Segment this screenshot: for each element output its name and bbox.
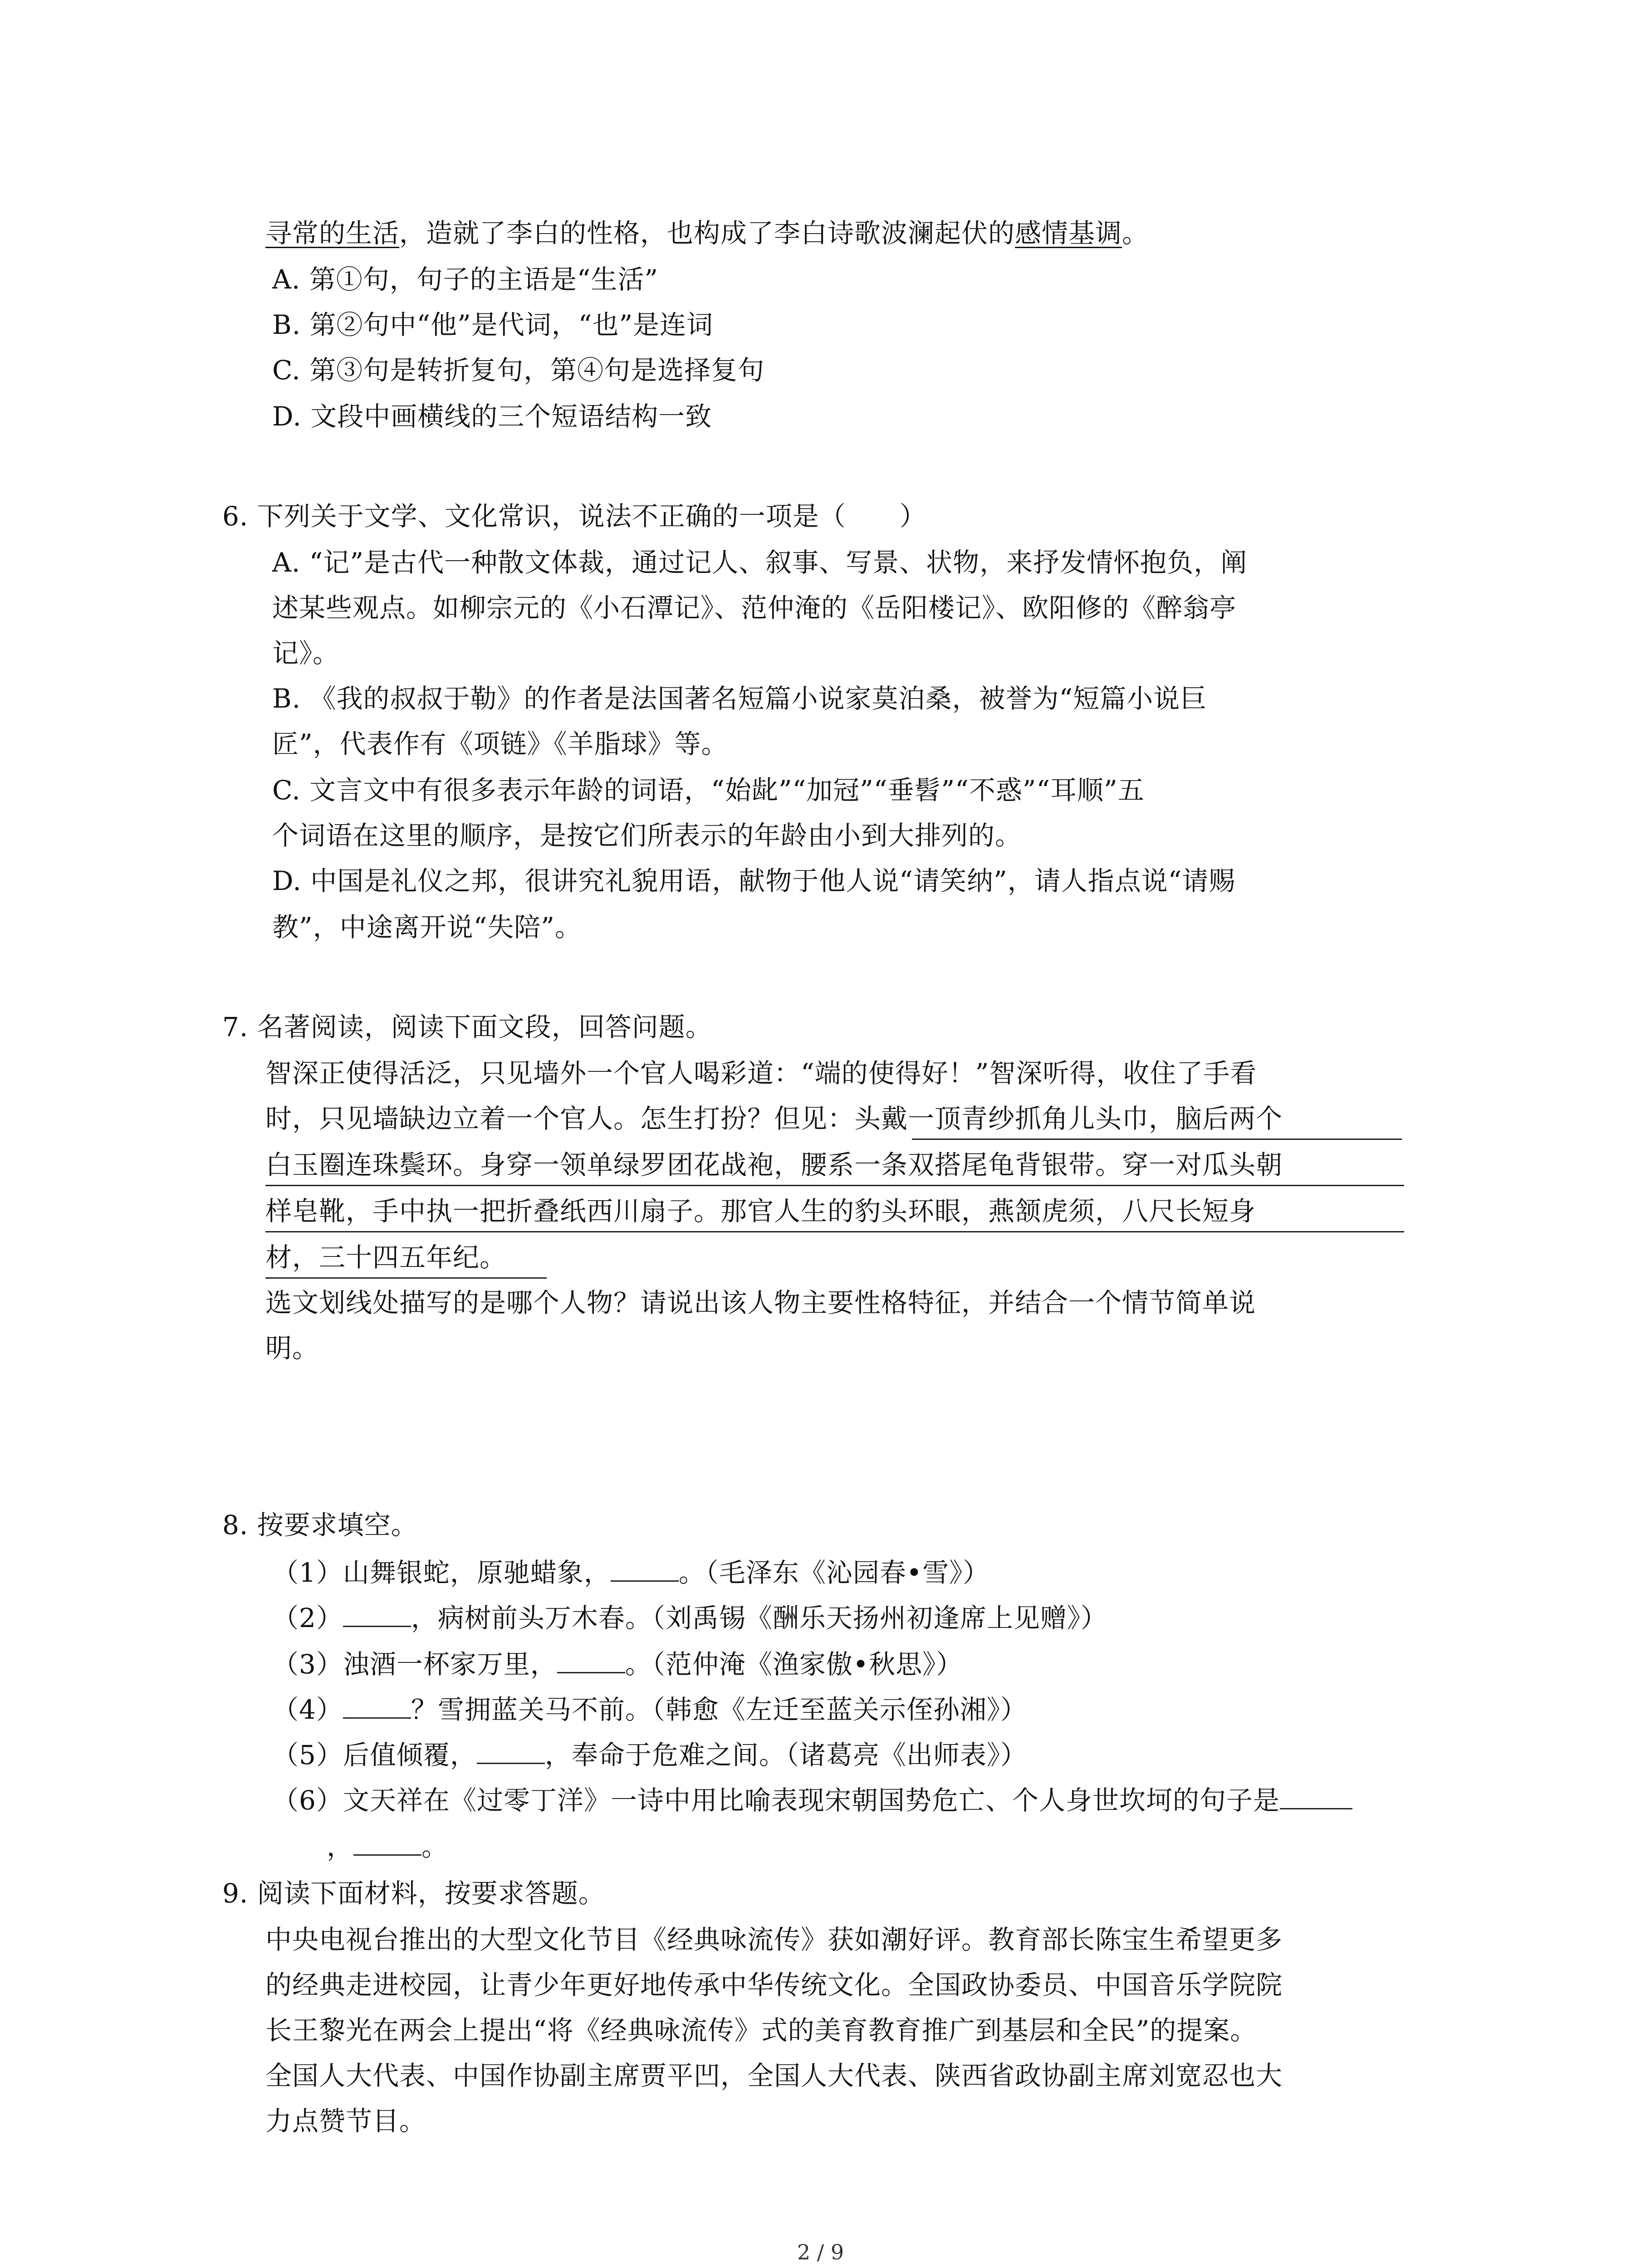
q7-marked-start: 头戴一顶青纱抓角儿头巾，脑后两个 (854, 1103, 1283, 1134)
q8-stem: 8. 按要求填空。 (222, 1510, 418, 1540)
q9-material-line3: 长王黎光在两会上提出“将《经典咏流传》式的美育教育推广到基层和全民”的提案。 (265, 2015, 1257, 2046)
q7-passage-line3: 白玉圈连珠鬓环。身穿一领单绿罗团花战袍，腰系一条双搭尾龟背银带。穿一对瓜头朝 (265, 1149, 1283, 1180)
q7-question-line1: 选文划线处描写的是哪个人物？请说出该人物主要性格特征，并结合一个情节简单说 (265, 1287, 1256, 1318)
answer-blank[interactable] (477, 1737, 545, 1764)
q8-item-5: （5）后值倾覆， ，奉命于危难之间。（诸葛亮《出师表》） (272, 1737, 1027, 1771)
q7-passage-line5: 材，三十四五年纪。 (265, 1242, 507, 1273)
q8-item-6: （6）文天祥在《过零丁洋》一诗中用比喻表现宋朝国势危亡、个人身世坎坷的句子是 (272, 1783, 1352, 1817)
q9-material-line2: 的经典走进校园，让青少年更好地传承中华传统文化。全国政协委员、中国音乐学院院 (265, 1970, 1283, 2000)
q7-underline-2 (265, 1185, 1404, 1186)
answer-blank[interactable] (1280, 1783, 1352, 1809)
q5-underlined-phrase-2: 感情基调 (1015, 218, 1122, 249)
q5-underlined-phrase-1: 寻常的生活 (265, 218, 400, 249)
q6-option-b-line2: 匠”，代表作有《项链》《羊脂球》等。 (272, 728, 728, 759)
q8-item-6-continued: ， 。 (327, 1829, 448, 1863)
answer-blank[interactable] (353, 1829, 421, 1856)
q6-option-d-line1: D. 中国是礼仪之邦，很讲究礼貌用语，献物于他人说“请笑纳”，请人指点说“请赐 (272, 865, 1236, 896)
q7-underline-1 (912, 1139, 1402, 1140)
answer-blank[interactable] (343, 1600, 411, 1627)
q6-option-c-line2: 个词语在这里的顺序，是按它们所表示的年龄由小到大排列的。 (272, 820, 1022, 851)
answer-blank[interactable] (611, 1555, 679, 1582)
q5-option-d: D. 文段中画横线的三个短语结构一致 (272, 401, 712, 432)
q8-item-3: （3）浊酒一杯家万里， 。（范仲淹《渔家傲•秋思》） (272, 1647, 963, 1681)
q6-option-a-line2: 述某些观点。如柳宗元的《小石潭记》、范仲淹的《岳阳楼记》、欧阳修的《醉翁亭 (272, 592, 1237, 623)
q9-material-line5: 力点赞节目。 (265, 2106, 426, 2136)
q7-passage-line1: 智深正使得活泛，只见墙外一个官人喝彩道：“端的使得好！”智深听得，收住了手看 (265, 1058, 1257, 1089)
q9-material-line4: 全国人大代表、中国作协副主席贾平凹，全国人大代表、陕西省政协副主席刘宽忍也大 (265, 2060, 1283, 2091)
q8-item-4: （4） ？雪拥蓝关马不前。（韩愈《左迁至蓝关示侄孙湘》） (272, 1692, 1027, 1726)
q5-option-a: A. 第①句，句子的主语是“生活” (272, 264, 659, 295)
q9-stem: 9. 阅读下面材料，按要求答题。 (222, 1878, 605, 1909)
q6-option-d-line2: 教”，中途离开说“失陪”。 (272, 912, 582, 943)
q7-passage-line4: 样皂靴，手中执一把折叠纸西川扇子。那官人生的豹头环眼，燕颔虎须，八尺长短身 (265, 1196, 1256, 1227)
q5-option-c: C. 第③句是转折复句，第④句是选择复句 (272, 355, 765, 386)
q6-option-a-line3: 记》。 (272, 638, 340, 669)
q8-item-2: （2） ，病树前头万木春。（刘禹锡《酬乐天扬州初逢席上见赠》） (272, 1600, 1107, 1634)
q7-passage-line2: 时，只见墙缺边立着一个官人。怎生打扮？但见：头戴一顶青纱抓角儿头巾，脑后两个 (265, 1103, 1283, 1134)
q6-stem: 6. 下列关于文学、文化常识，说法不正确的一项是（ ） (222, 501, 926, 532)
q9-material-line1: 中央电视台推出的大型文化节目《经典咏流传》获如潮好评。教育部长陈宝生希望更多 (265, 1924, 1283, 1955)
q8-item-1: （1）山舞银蛇，原驰蜡象， 。（毛泽东《沁园春•雪》） (272, 1555, 989, 1589)
q5-continuation: 寻常的生活，造就了李白的性格，也构成了李白诗歌波澜起伏的感情基调。 (265, 218, 1149, 249)
q6-option-c-line1: C. 文言文中有很多表示年龄的词语，“始龀”“加冠”“垂髫”“不惑”“耳顺”五 (272, 775, 1145, 806)
q5-option-b: B. 第②句中“他”是代词，“也”是连词 (272, 309, 714, 340)
q6-option-a-line1: A. “记”是古代一种散文体裁，通过记人、叙事、写景、状物，来抒发情怀抱负，阐 (272, 547, 1248, 578)
answer-blank[interactable] (343, 1692, 411, 1719)
q7-underline-4 (265, 1277, 547, 1279)
q7-question-line2: 明。 (265, 1333, 319, 1364)
q7-stem: 7. 名著阅读，阅读下面文段，回答问题。 (222, 1012, 712, 1042)
page-number: 2 / 9 (797, 2240, 844, 2264)
answer-blank[interactable] (557, 1647, 625, 1673)
q6-option-b-line1: B. 《我的叔叔于勒》的作者是法国著名短篇小说家莫泊桑，被誉为“短篇小说巨 (272, 683, 1207, 714)
q7-underline-3 (265, 1231, 1404, 1232)
